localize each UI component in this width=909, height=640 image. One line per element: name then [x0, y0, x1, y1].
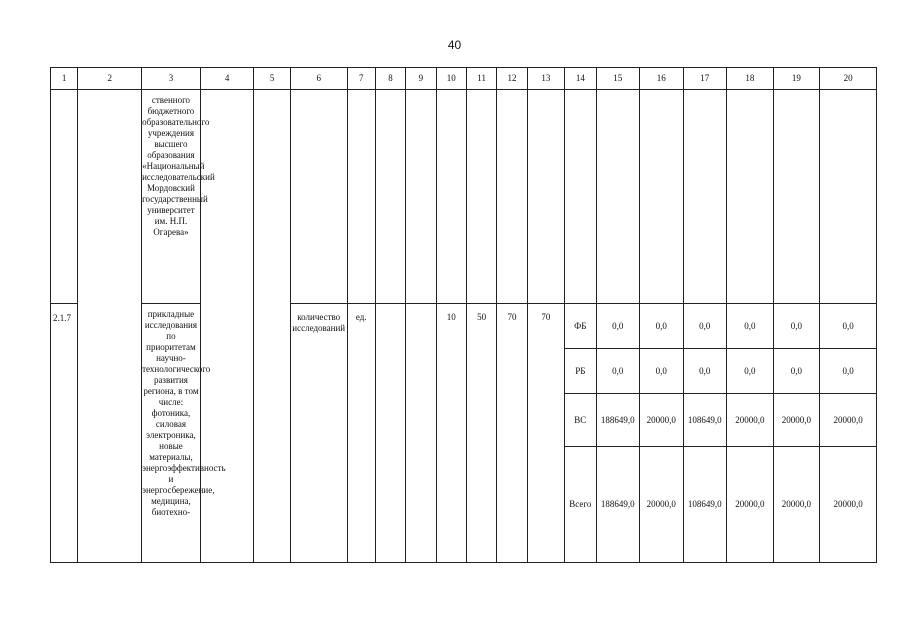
funding-value: 108649,0: [683, 394, 727, 447]
funding-value: 20000,0: [820, 447, 877, 563]
header-cell: 17: [683, 68, 727, 90]
header-cell: 16: [640, 68, 684, 90]
header-cell: 18: [727, 68, 774, 90]
empty-cell: [497, 90, 527, 304]
funding-value: 0,0: [727, 304, 774, 349]
funding-row-fb: [51, 304, 877, 349]
funding-value: 0,0: [596, 349, 640, 394]
header-cell: 1: [51, 68, 78, 90]
funding-value: 108649,0: [683, 447, 727, 563]
item-indicator: количество исследований: [290, 304, 347, 563]
funding-source: ФБ: [565, 304, 596, 349]
item-description: прикладные исследования по приоритетам научно-технологического развития региона, в том числе: фотоника, силовая электроника, новые материалы, энергоэффективность и энергосбережение, медицина, биотехно-: [142, 304, 201, 563]
header-cell: 2: [78, 68, 142, 90]
funding-source: РБ: [565, 349, 596, 394]
empty-cell: [773, 90, 820, 304]
funding-value: 0,0: [596, 304, 640, 349]
item-value-10: 10: [436, 304, 466, 563]
item-code: 2.1.7: [51, 304, 78, 563]
header-cell: 12: [497, 68, 527, 90]
empty-cell: [466, 90, 496, 304]
funding-value: 0,0: [683, 349, 727, 394]
empty-cell: [347, 90, 375, 304]
item-value-11: 50: [466, 304, 496, 563]
continued-row: [51, 90, 877, 304]
funding-value: 20000,0: [820, 394, 877, 447]
empty-cell: [290, 90, 347, 304]
empty-cell: [78, 90, 142, 563]
item-unit: ед.: [347, 304, 375, 563]
empty-cell: [375, 90, 405, 304]
funding-source: ВС: [565, 394, 596, 447]
empty-cell: [527, 90, 564, 304]
funding-value: 20000,0: [640, 394, 684, 447]
empty-cell: [727, 90, 774, 304]
funding-value: 20000,0: [727, 394, 774, 447]
header-cell: 3: [142, 68, 201, 90]
continued-description: ственного бюджетного образовательного учреждения высшего образования «Национальный исследовательский Мордовский государственный университет им. Н.П. Огарева»: [142, 90, 201, 304]
header-cell: 14: [565, 68, 596, 90]
header-cell: 9: [406, 68, 436, 90]
empty-cell: [820, 90, 877, 304]
funding-value: 0,0: [683, 304, 727, 349]
header-cell: 8: [375, 68, 405, 90]
header-cell: 11: [466, 68, 496, 90]
funding-value: 188649,0: [596, 394, 640, 447]
item-value-12: 70: [497, 304, 527, 563]
funding-value: 188649,0: [596, 447, 640, 563]
empty-cell: [406, 304, 436, 563]
header-row: [51, 68, 877, 90]
funding-value: 0,0: [773, 349, 820, 394]
empty-cell: [406, 90, 436, 304]
empty-cell: [51, 90, 78, 304]
empty-cell: [254, 90, 290, 563]
item-value-13: 70: [527, 304, 564, 563]
funding-value: 0,0: [640, 349, 684, 394]
header-cell: 10: [436, 68, 466, 90]
empty-cell: [565, 90, 596, 304]
header-cell: 19: [773, 68, 820, 90]
empty-cell: [683, 90, 727, 304]
funding-value: 0,0: [820, 304, 877, 349]
funding-value: 20000,0: [640, 447, 684, 563]
funding-value: 0,0: [640, 304, 684, 349]
header-cell: 7: [347, 68, 375, 90]
funding-value: 20000,0: [727, 447, 774, 563]
empty-cell: [436, 90, 466, 304]
header-cell: 6: [290, 68, 347, 90]
empty-cell: [596, 90, 640, 304]
empty-cell: [640, 90, 684, 304]
empty-cell: [375, 304, 405, 563]
funding-value: 0,0: [727, 349, 774, 394]
funding-value: 0,0: [820, 349, 877, 394]
funding-value: 0,0: [773, 304, 820, 349]
page-number: 40: [447, 38, 462, 52]
header-cell: 13: [527, 68, 564, 90]
funding-source: Всего: [565, 447, 596, 563]
funding-value: 20000,0: [773, 394, 820, 447]
header-cell: 20: [820, 68, 877, 90]
funding-value: 20000,0: [773, 447, 820, 563]
program-table: [50, 67, 877, 563]
header-cell: 15: [596, 68, 640, 90]
header-cell: 4: [200, 68, 254, 90]
header-cell: 5: [254, 68, 290, 90]
